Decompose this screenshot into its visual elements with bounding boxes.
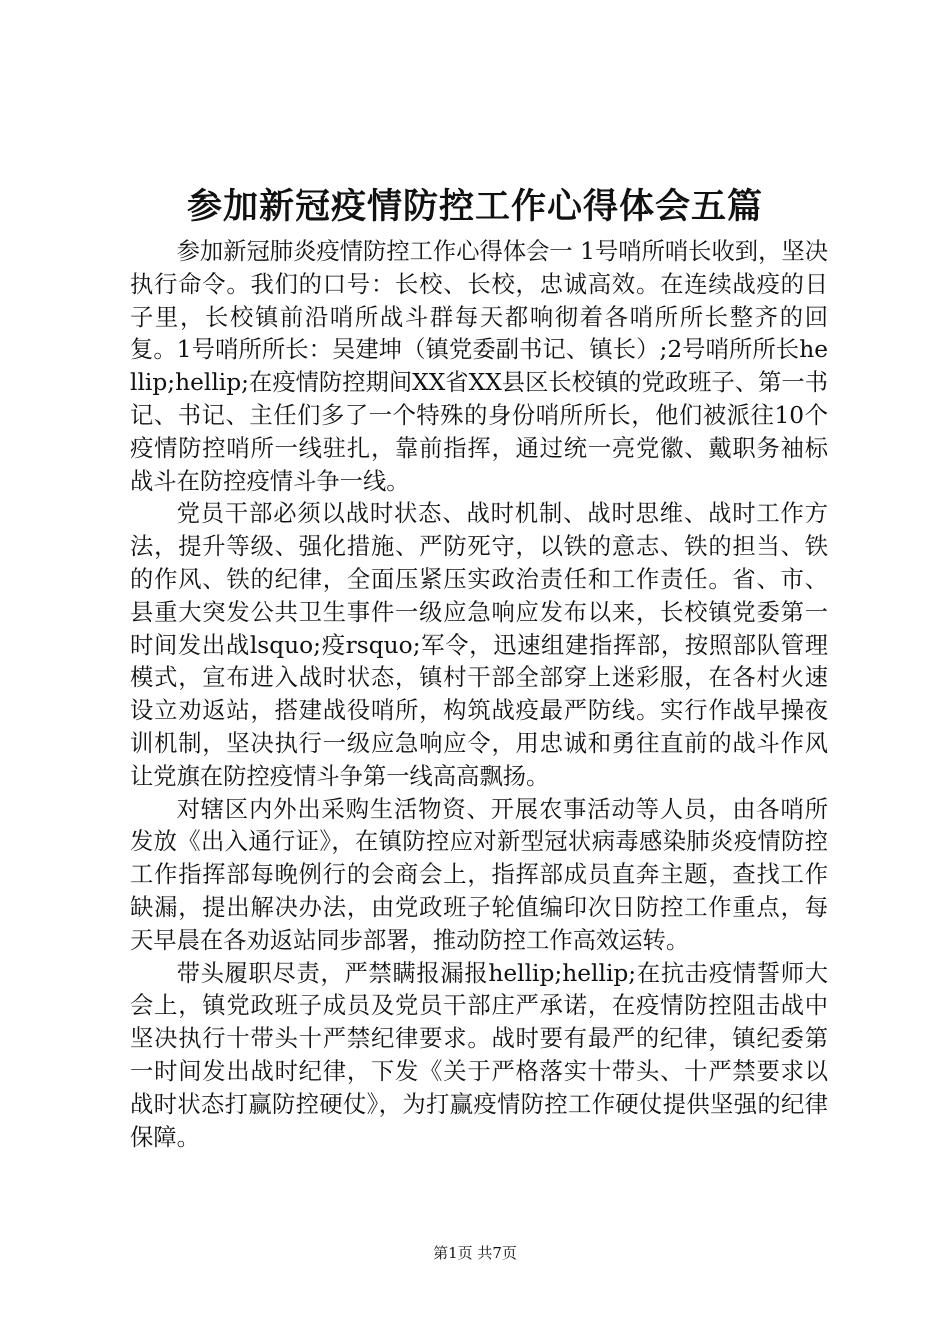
paragraph-2: 党员干部必须以战时状态、战时机制、战时思维、战时工作方法，提升等级、强化措施、严防死守，以铁的意志、铁的担当、铁的作风、铁的纪律，全面压紧压实政治责任和工作责任。省、市、县重大突发公共卫生事件一级应急响应发布以来，长校镇党委第一时间发出战lsquo;疫rsquo;军令，迅速组建指挥部，按照部队管理模式，宣布进入战时状态，镇村干部全部穿上迷彩服，在各村火速设立劝返站，搭建战役哨所，构筑战疫最严防线。实行作战早操夜训机制，坚决执行一级应急响应令，用忠诚和勇往直前的战斗作风让党旗在防控疫情斗争第一线高高飘扬。	[130, 500, 828, 790]
page-footer: 第1页 共7页	[433, 1244, 517, 1262]
document-body	[130, 236, 828, 1154]
paragraph-3: 对辖区内外出采购生活物资、开展农事活动等人员，由各哨所发放《出入通行证》，在镇防控应对新型冠状病毒感染肺炎疫情防控工作指挥部每晚例行的会商会上，指挥部成员直奔主题，查找工作缺漏，提出解决办法，由党政班子轮值编印次日防控工作重点，每天早晨在各劝返站同步部署，推动防控工作高效运转。	[130, 795, 828, 954]
paragraph-1: 参加新冠肺炎疫情防控工作心得体会一 1号哨所哨长收到，坚决执行命令。我们的口号：长校、长校，忠诚高效。在连续战疫的日子里，长校镇前沿哨所战斗群每天都响彻着各哨所所长整齐的回复。1号哨所所长：吴建坤（镇党委副书记、镇长）;2号哨所所长hellip;hellip;在疫情防控期间XX省XX县区长校镇的党政班子、第一书记、书记、主任们多了一个特殊的身份哨所所长，他们被派往10个疫情防控哨所一线驻扎，靠前指挥，通过统一亮党徽、戴职务袖标战斗在防控疫情斗争一线。	[130, 238, 828, 495]
paragraph-4: 带头履职尽责，严禁瞒报漏报hellip;hellip;在抗击疫情誓师大会上，镇党政班子成员及党员干部庄严承诺，在疫情防控阻击战中坚决执行十带头十严禁纪律要求。战时要有最严的纪律，镇纪委第一时间发出战时纪律，下发《关于严格落实十带头、十严禁要求以战时状态打赢防控硬仗》，为打赢疫情防控工作硬仗提供坚强的纪律保障。	[130, 959, 828, 1151]
page-title: 参加新冠疫情防控工作心得体会五篇	[186, 186, 763, 227]
